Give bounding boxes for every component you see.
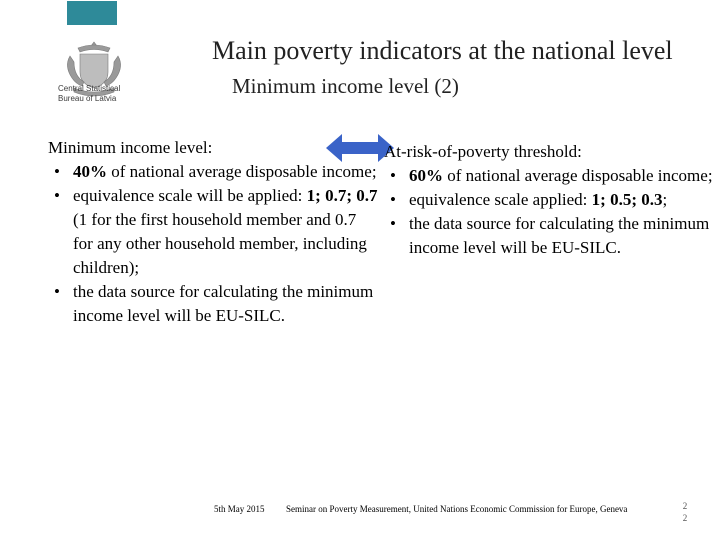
teal-corner-block [67, 1, 117, 25]
minimum-income-column [48, 136, 378, 328]
slide-title: Main poverty indicators at the national level [212, 36, 673, 65]
footer-date: 5th May 2015 [214, 504, 265, 514]
list-item: • the data source for calculating the minimum income level will be EU-SILC. [54, 282, 374, 325]
page-number: 2 2 [682, 501, 688, 523]
poverty-threshold-column [384, 140, 714, 260]
list-item: • equivalence scale applied: 1; 0.5; 0.3; [390, 190, 668, 209]
slide-subtitle: Minimum income level (2) [232, 74, 459, 98]
list-item: • 40% of national average disposable income; [54, 162, 377, 181]
list-item: • equivalence scale will be applied: 1; 0.7; 0.7 (1 for the first household member and 0.7 for any other household member, including children); [54, 186, 378, 277]
list-item: • 60% of national average disposable income; [390, 166, 713, 185]
footer-event: Seminar on Poverty Measurement, United Nations Economic Commission for Europe, Geneva [286, 504, 628, 514]
column-heading: At-risk-of-poverty threshold: [384, 142, 582, 161]
list-item: • the data source for calculating the minimum income level will be EU-SILC. [390, 214, 710, 257]
logo-text: Central Statistical Bureau of Latvia [58, 84, 121, 103]
column-heading: Minimum income level: [48, 138, 213, 157]
